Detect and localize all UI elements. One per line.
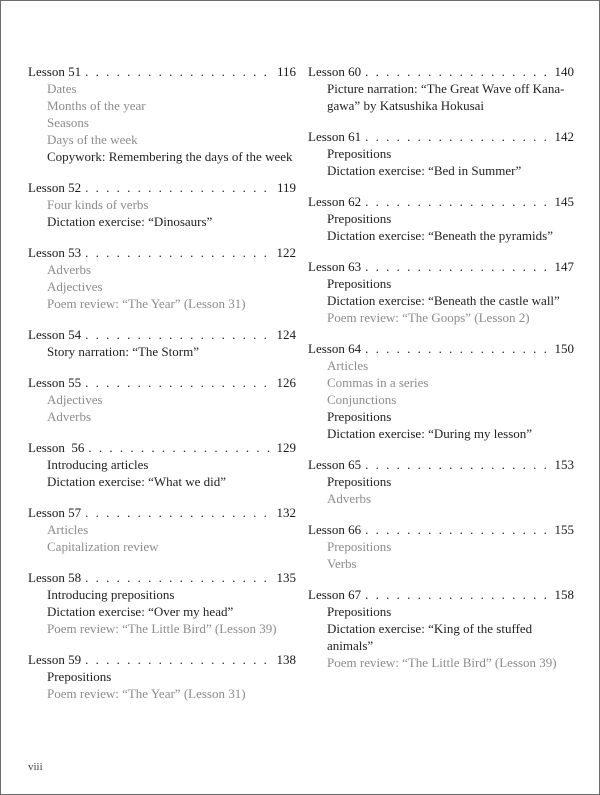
- lesson-topic-list: [28, 456, 296, 490]
- toc-entry: [308, 586, 574, 671]
- lesson-topic: Dictation exercise: “What we did”: [47, 474, 227, 489]
- dot-leader: [365, 193, 550, 210]
- toc-entry-heading: [28, 374, 296, 391]
- lesson-topic: Dictation exercise: “King of the stuffed: [327, 621, 533, 636]
- lesson-topic: Adverbs: [327, 491, 372, 506]
- lesson-topic-list: [28, 261, 296, 312]
- lesson-topic-list: [308, 145, 574, 179]
- lesson-topic: Prepositions: [327, 276, 392, 291]
- lesson-topic: Dictation exercise: “During my lesson”: [327, 426, 533, 441]
- lesson-topic: Commas in a series: [327, 375, 429, 390]
- lesson-topic: Poem review: “The Little Bird” (Lesson 39): [47, 621, 277, 636]
- lesson-title: Lesson 61: [308, 129, 362, 144]
- lesson-topic-list: [308, 473, 574, 507]
- lesson-title: Lesson 63: [308, 259, 362, 274]
- lesson-title: Lesson 55: [28, 375, 82, 390]
- lesson-topic-list: [308, 80, 574, 114]
- lesson-topic-list: [308, 275, 574, 326]
- lesson-title: Lesson 54: [28, 327, 82, 342]
- toc-entry-heading: [308, 340, 574, 357]
- dot-leader: [85, 504, 272, 521]
- dot-leader: [365, 586, 550, 603]
- lesson-topic: Prepositions: [327, 409, 392, 424]
- lesson-topic: Seasons: [47, 115, 89, 130]
- toc-entry-heading: [28, 244, 296, 261]
- lesson-topic: Story narration: “The Storm”: [47, 344, 199, 359]
- toc-entry-heading: [308, 456, 574, 473]
- lesson-topic: Poem review: “The Year” (Lesson 31): [47, 296, 246, 311]
- lesson-title: Lesson 51: [28, 64, 82, 79]
- lesson-topic: Prepositions: [47, 669, 112, 684]
- lesson-page-number: 145: [554, 194, 574, 209]
- toc-entry: [308, 193, 574, 244]
- lesson-topic-list: [28, 343, 296, 360]
- lesson-title: Lesson 58: [28, 570, 82, 585]
- lesson-topic: Copywork: Remembering the days of the week: [47, 149, 293, 164]
- toc-entry-heading: [308, 128, 574, 145]
- lesson-topic-list: [28, 586, 296, 637]
- toc-left-column: [28, 63, 296, 716]
- lesson-topic: Conjunctions: [327, 392, 397, 407]
- lesson-topic: Dictation exercise: “Bed in Summer”: [327, 163, 522, 178]
- lesson-title: Lesson 56: [28, 440, 85, 455]
- dot-leader: [365, 128, 550, 145]
- lesson-topic: Four kinds of verbs: [47, 197, 149, 212]
- toc-entry-heading: [28, 63, 296, 80]
- toc-entry-heading: [28, 326, 296, 343]
- toc-entry: [308, 521, 574, 572]
- toc-entry-heading: [28, 439, 296, 456]
- lesson-topic-list: [308, 357, 574, 442]
- lesson-topic: Prepositions: [327, 474, 392, 489]
- dot-leader: [85, 374, 272, 391]
- lesson-title: Lesson 62: [308, 194, 362, 209]
- lesson-page-number: 135: [276, 570, 296, 585]
- toc-entry: [28, 326, 296, 360]
- page-number: viii: [28, 761, 43, 773]
- lesson-topic: Poem review: “The Goops” (Lesson 2): [327, 310, 530, 325]
- toc-entry: [308, 456, 574, 507]
- lesson-topic: Capitalization review: [47, 539, 159, 554]
- toc-entry-heading: [308, 521, 574, 538]
- lesson-title: Lesson 59: [28, 652, 82, 667]
- toc-entry: [308, 340, 574, 442]
- toc-entry: [308, 63, 574, 114]
- lesson-topic: Prepositions: [327, 211, 392, 226]
- lesson-title: Lesson 57: [28, 505, 82, 520]
- lesson-page-number: 119: [276, 180, 296, 195]
- dot-leader: [365, 63, 550, 80]
- dot-leader: [85, 569, 272, 586]
- lesson-page-number: 138: [276, 652, 296, 667]
- lesson-topic: Poem review: “The Little Bird” (Lesson 39): [327, 655, 557, 670]
- lesson-topic: Dictation exercise: “Beneath the pyramids”: [327, 228, 553, 243]
- lesson-topic: Adverbs: [47, 262, 92, 277]
- lesson-topic-list: [28, 668, 296, 702]
- toc-entry-heading: [308, 258, 574, 275]
- dot-leader: [85, 651, 272, 668]
- lesson-topic: Prepositions: [327, 539, 392, 554]
- lesson-topic: Prepositions: [327, 604, 392, 619]
- lesson-topic: Prepositions: [327, 146, 392, 161]
- lesson-topic: Dictation exercise: “Over my head”: [47, 604, 234, 619]
- toc-entry: [28, 179, 296, 230]
- dot-leader: [85, 63, 273, 80]
- lesson-title: Lesson 67: [308, 587, 362, 602]
- lesson-topic: Verbs: [327, 556, 357, 571]
- lesson-title: Lesson 65: [308, 457, 362, 472]
- lesson-topic-list: [308, 538, 574, 572]
- toc-entry-heading: [308, 193, 574, 210]
- lesson-page-number: 122: [276, 245, 296, 260]
- lesson-topic-list: [28, 196, 296, 230]
- lesson-page-number: 140: [554, 64, 574, 79]
- dot-leader: [365, 258, 550, 275]
- lesson-topic: Introducing articles: [47, 457, 149, 472]
- toc-entry: [28, 439, 296, 490]
- toc-entry: [28, 244, 296, 312]
- toc-entry-heading: [308, 63, 574, 80]
- lesson-topic: animals”: [327, 638, 374, 653]
- lesson-topic: Dictation exercise: “Dinosaurs”: [47, 214, 213, 229]
- lesson-page-number: 126: [276, 375, 296, 390]
- dot-leader: [365, 340, 550, 357]
- lesson-topic: Days of the week: [47, 132, 138, 147]
- lesson-page-number: 147: [554, 259, 574, 274]
- dot-leader: [85, 179, 273, 196]
- toc-entry: [28, 63, 296, 165]
- lesson-topic: Adverbs: [47, 409, 92, 424]
- lesson-title: Lesson 53: [28, 245, 82, 260]
- toc-right-column: [308, 63, 574, 685]
- lesson-title: Lesson 66: [308, 522, 362, 537]
- lesson-title: Lesson 60: [308, 64, 362, 79]
- lesson-page-number: 142: [554, 129, 574, 144]
- dot-leader: [85, 244, 272, 261]
- lesson-topic: Adjectives: [47, 392, 103, 407]
- lesson-page-number: 153: [554, 457, 574, 472]
- lesson-topic: Articles: [47, 522, 89, 537]
- toc-entry: [28, 504, 296, 555]
- lesson-topic-list: [308, 210, 574, 244]
- lesson-topic: Poem review: “The Year” (Lesson 31): [47, 686, 246, 701]
- lesson-title: Lesson 64: [308, 341, 362, 356]
- lesson-topic-list: [28, 521, 296, 555]
- toc-entry-heading: [28, 651, 296, 668]
- lesson-topic: Dates: [47, 81, 77, 96]
- toc-entry-heading: [308, 586, 574, 603]
- lesson-topic: Dictation exercise: “Beneath the castle wall”: [327, 293, 560, 308]
- toc-entry: [308, 128, 574, 179]
- dot-leader: [365, 521, 550, 538]
- lesson-page-number: 124: [276, 327, 296, 342]
- toc-entry-heading: [28, 569, 296, 586]
- dot-leader: [88, 439, 272, 456]
- lesson-topic: Articles: [327, 358, 369, 373]
- lesson-page-number: 132: [276, 505, 296, 520]
- lesson-topic-list: [28, 80, 296, 165]
- toc-entry: [308, 258, 574, 326]
- lesson-page-number: 158: [554, 587, 574, 602]
- lesson-page-number: 129: [276, 440, 296, 455]
- dot-leader: [365, 456, 550, 473]
- lesson-page-number: 155: [554, 522, 574, 537]
- lesson-page-number: 116: [276, 64, 296, 79]
- lesson-topic: Adjectives: [47, 279, 103, 294]
- toc-entry: [28, 651, 296, 702]
- lesson-topic: Picture narration: “The Great Wave off Kana-: [327, 81, 565, 96]
- toc-entry: [28, 569, 296, 637]
- lesson-topic-list: [308, 603, 574, 671]
- lesson-page-number: 150: [554, 341, 574, 356]
- toc-entry-heading: [28, 504, 296, 521]
- dot-leader: [85, 326, 272, 343]
- lesson-topic: Months of the year: [47, 98, 146, 113]
- lesson-topic: Introducing prepositions: [47, 587, 175, 602]
- toc-entry-heading: [28, 179, 296, 196]
- lesson-topic: gawa” by Katsushika Hokusai: [327, 98, 485, 113]
- toc-entry: [28, 374, 296, 425]
- lesson-topic-list: [28, 391, 296, 425]
- lesson-title: Lesson 52: [28, 180, 82, 195]
